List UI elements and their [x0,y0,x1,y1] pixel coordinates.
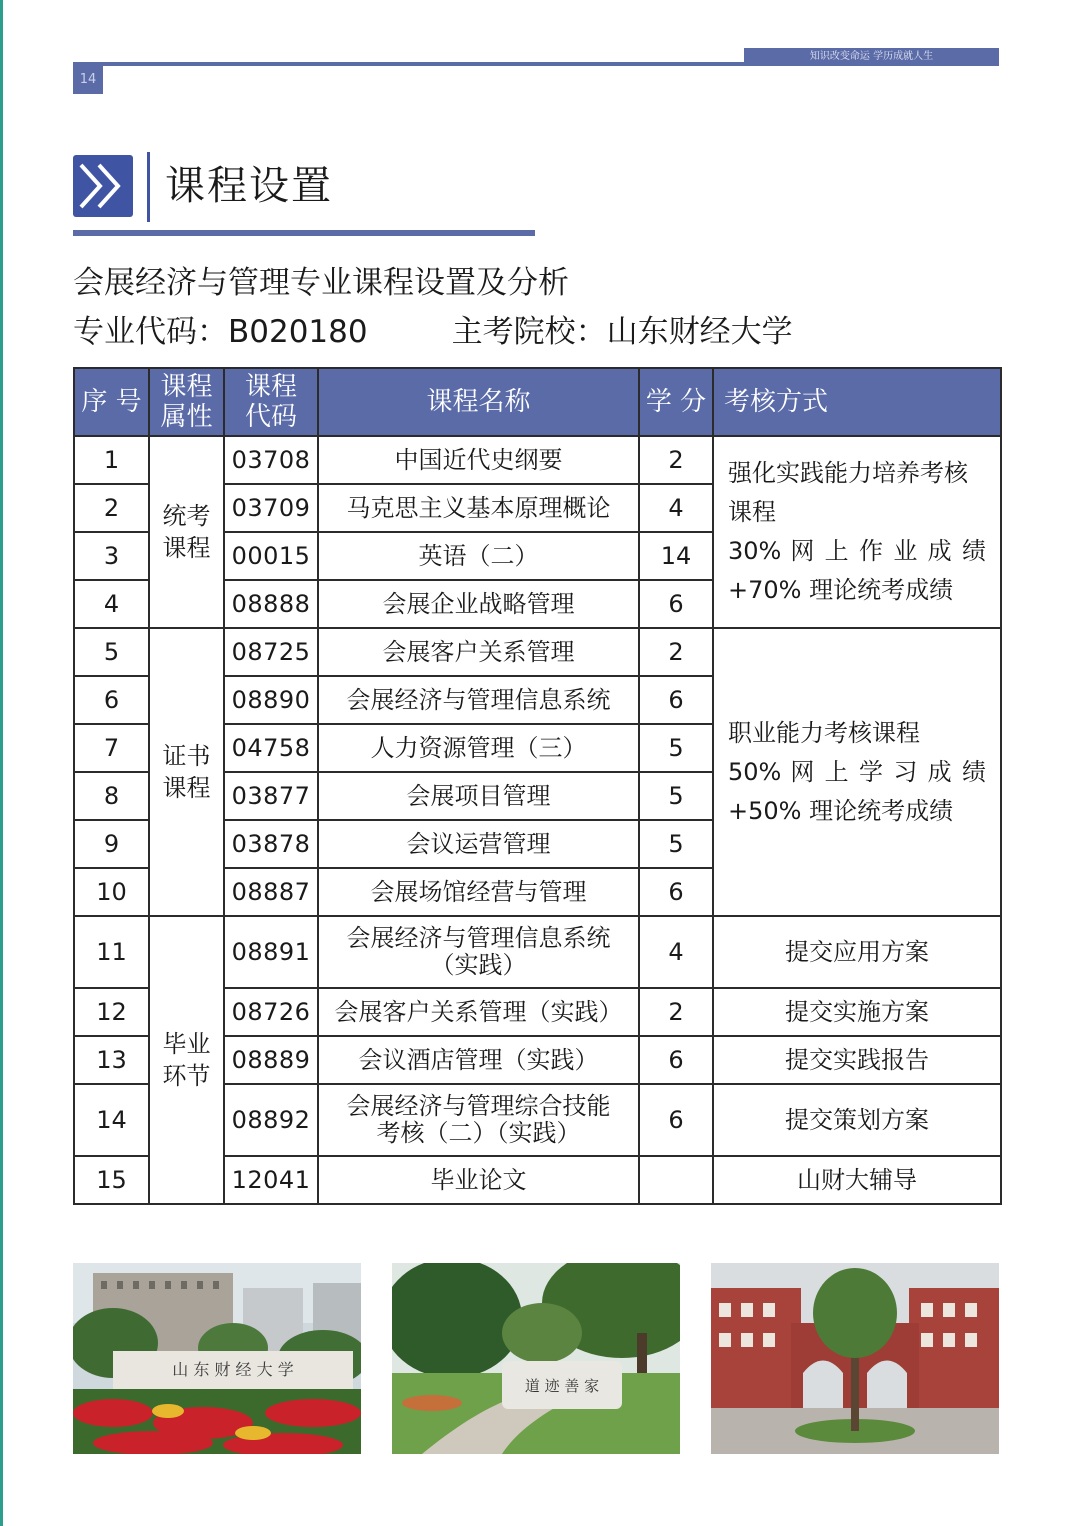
row-credit: 14 [639,532,713,580]
major-code: 专业代码：B020180 [73,314,368,350]
row-code: 03709 [224,484,318,532]
row-code: 08887 [224,868,318,916]
section-underline [73,230,535,236]
campus-arch-photo [711,1263,999,1454]
header-no: 序 号 [74,368,149,436]
row-credit: 2 [639,436,713,484]
category-unified: 统考 课程 [149,436,224,628]
row-code: 03878 [224,820,318,868]
header-name: 课程名称 [318,368,639,436]
row-code: 08725 [224,628,318,676]
row-credit: 6 [639,1036,713,1084]
header-code: 课程 代码 [224,368,318,436]
row-method: 提交应用方案 [713,916,1001,988]
row-no: 5 [74,628,149,676]
row-name: 会展经济与管理综合技能 考核（二）（实践） [318,1084,639,1156]
row-name: 会展客户关系管理（实践） [318,988,639,1036]
row-no: 10 [74,868,149,916]
row-name: 英语（二） [318,532,639,580]
row-code: 08889 [224,1036,318,1084]
row-no: 13 [74,1036,149,1084]
page-number: 14 [73,66,103,94]
assessment-certificate: 职业能力考核课程 50% 网 上 学 习 成 绩 +50% 理论统考成绩 [713,628,1001,916]
document-title: 会展经济与管理专业课程设置及分析 [73,265,569,301]
row-name: 毕业论文 [318,1156,639,1204]
major-info-line [73,311,793,353]
campus-park-photo [392,1263,680,1454]
course-table [73,367,1002,1205]
table-row [74,436,1001,484]
row-no: 1 [74,436,149,484]
row-credit: 5 [639,820,713,868]
row-code: 03708 [224,436,318,484]
row-credit: 6 [639,868,713,916]
row-name: 马克思主义基本原理概论 [318,484,639,532]
row-name: 会展客户关系管理 [318,628,639,676]
row-credit: 6 [639,676,713,724]
row-code: 08891 [224,916,318,988]
row-code: 08890 [224,676,318,724]
row-no: 7 [74,724,149,772]
row-name: 中国近代史纲要 [318,436,639,484]
header-method: 考核方式 [713,368,1001,436]
row-no: 3 [74,532,149,580]
row-credit: 4 [639,916,713,988]
park-stone-text: 道 迹 善 家 [524,1377,600,1395]
assessment-unified: 强化实践能力培养考核 课程 30% 网 上 作 业 成 绩 +70% 理论统考成绩 [713,436,1001,628]
row-code: 00015 [224,532,318,580]
header-slogan: 知识改变命运 学历成就人生 [744,48,999,66]
row-credit: 2 [639,628,713,676]
row-credit: 5 [639,724,713,772]
row-method: 提交策划方案 [713,1084,1001,1156]
exam-school: 主考院校：山东财经大学 [451,314,793,350]
row-no: 4 [74,580,149,628]
section-title: 课程设置 [165,163,333,209]
row-method: 提交实施方案 [713,988,1001,1036]
row-no: 14 [74,1084,149,1156]
row-code: 08726 [224,988,318,1036]
row-no: 8 [74,772,149,820]
double-chevron-right-icon [73,155,133,217]
row-method: 山财大辅导 [713,1156,1001,1204]
row-code: 08888 [224,580,318,628]
row-name: 会议运营管理 [318,820,639,868]
campus-gate-photo [73,1263,361,1454]
row-credit [639,1156,713,1204]
row-code: 12041 [224,1156,318,1204]
row-code: 03877 [224,772,318,820]
row-name: 会展经济与管理信息系统 （实践） [318,916,639,988]
table-header-row [74,368,1001,436]
row-credit: 5 [639,772,713,820]
row-name: 会展场馆经营与管理 [318,868,639,916]
category-certificate: 证书 课程 [149,628,224,916]
table-row [74,628,1001,676]
category-graduation: 毕业 环节 [149,916,224,1204]
row-credit: 6 [639,580,713,628]
row-no: 2 [74,484,149,532]
header-credit: 学 分 [639,368,713,436]
row-no: 6 [74,676,149,724]
row-no: 9 [74,820,149,868]
row-name: 会展项目管理 [318,772,639,820]
row-credit: 4 [639,484,713,532]
row-name: 会议酒店管理（实践） [318,1036,639,1084]
row-credit: 6 [639,1084,713,1156]
page-edge-stripe [0,0,3,1526]
row-name: 会展企业战略管理 [318,580,639,628]
row-no: 12 [74,988,149,1036]
row-code: 04758 [224,724,318,772]
row-credit: 2 [639,988,713,1036]
row-no: 11 [74,916,149,988]
row-method: 提交实践报告 [713,1036,1001,1084]
row-name: 人力资源管理（三） [318,724,639,772]
section-divider [147,152,150,222]
row-code: 08892 [224,1084,318,1156]
row-no: 15 [74,1156,149,1204]
campus-gate-stone-text: 山 东 财 经 大 学 [172,1360,294,1379]
table-row [74,916,1001,988]
row-name: 会展经济与管理信息系统 [318,676,639,724]
header-attr: 课程 属性 [149,368,224,436]
